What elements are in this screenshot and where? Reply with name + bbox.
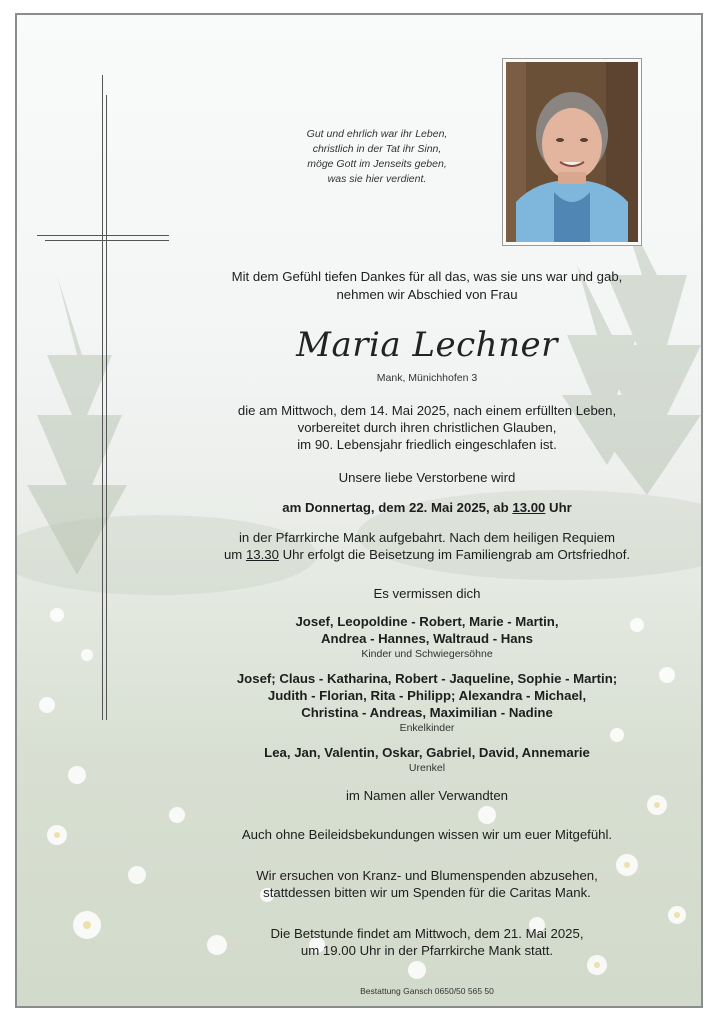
obituary-card	[15, 13, 703, 1008]
burial-line	[147, 546, 703, 563]
death-text-line: vorbereitet durch ihren christlichen Glauben,	[297, 420, 557, 435]
intro-line: Mit dem Gefühl tiefen Dankes für all das, was sie uns war und gab,	[231, 269, 623, 284]
grandchildren-line: Josef; Claus - Katharina, Robert - Jaqueline, Sophie - Martin;	[236, 671, 618, 686]
poem-line: möge Gott im Jenseits geben,	[307, 158, 447, 170]
burial-suffix: Uhr erfolgt die Beisetzung im Familiengrab am Ortsfriedhof.	[278, 547, 631, 562]
viewing-time: 13.00	[512, 500, 546, 515]
deceased-name: Maria Lechner	[296, 325, 558, 365]
viewing-intro: Unsere liebe Verstorbene wird	[338, 470, 516, 485]
poem-line: christlich in der Tat ihr Sinn,	[312, 143, 442, 155]
donation-note-line: stattdessen bitten wir um Spenden für die Caritas Mank.	[263, 885, 591, 900]
grandchildren-label: Enkelkinder	[399, 722, 455, 734]
portrait-photo	[502, 58, 642, 246]
children-line: Andrea - Hannes, Waltraud - Hans	[320, 631, 533, 646]
viewing-date	[147, 499, 703, 516]
footer-funeral-home: Bestattung Gansch 0650/50 565 50	[360, 986, 494, 996]
missed-by: Es vermissen dich	[373, 586, 481, 601]
grandchildren-line: Judith - Florian, Rita - Philipp; Alexandra - Michael,	[267, 688, 587, 703]
death-text-line: im 90. Lebensjahr friedlich eingeschlafen ist.	[297, 437, 557, 452]
intro-line: nehmen wir Abschied von Frau	[336, 287, 518, 302]
address: Mank, Münichhofen 3	[376, 372, 478, 384]
donation-note-line: Wir ersuchen von Kranz- und Blumenspenden abzusehen,	[256, 868, 598, 883]
prayer-note-line: um 19.00 Uhr in der Pfarrkirche Mank statt.	[300, 943, 554, 958]
burial-time: 13.30	[245, 547, 279, 562]
poem-line: was sie hier verdient.	[327, 173, 427, 185]
burial-prefix: um	[223, 547, 246, 562]
great-grandchildren: Lea, Jan, Valentin, Oskar, Gabriel, David, Annemarie	[264, 745, 590, 760]
children-line: Josef, Leopoldine - Robert, Marie - Martin,	[295, 614, 559, 629]
poem-line: Gut und ehrlich war ihr Leben,	[306, 128, 448, 140]
relatives: im Namen aller Verwandten	[346, 788, 508, 803]
prayer-note-line: Die Betstunde findet am Mittwoch, dem 21. Mai 2025,	[270, 926, 584, 941]
death-text-line: die am Mittwoch, dem 14. Mai 2025, nach einem erfüllten Leben,	[237, 403, 617, 418]
viewing-time-suffix: Uhr	[545, 500, 572, 515]
viewing-date-prefix: am Donnertag, dem 22. Mai 2025, ab	[282, 500, 513, 515]
poem	[287, 127, 467, 187]
church-line: in der Pfarrkirche Mank aufgebahrt. Nach dem heiligen Requiem	[238, 530, 616, 545]
condolence-note: Auch ohne Beileidsbekundungen wissen wir um euer Mitgefühl.	[241, 827, 613, 842]
great-grandchildren-label: Urenkel	[408, 762, 446, 774]
grandchildren-line: Christina - Andreas, Maximilian - Nadine	[301, 705, 553, 720]
children-label: Kinder und Schwiegersöhne	[361, 648, 493, 660]
